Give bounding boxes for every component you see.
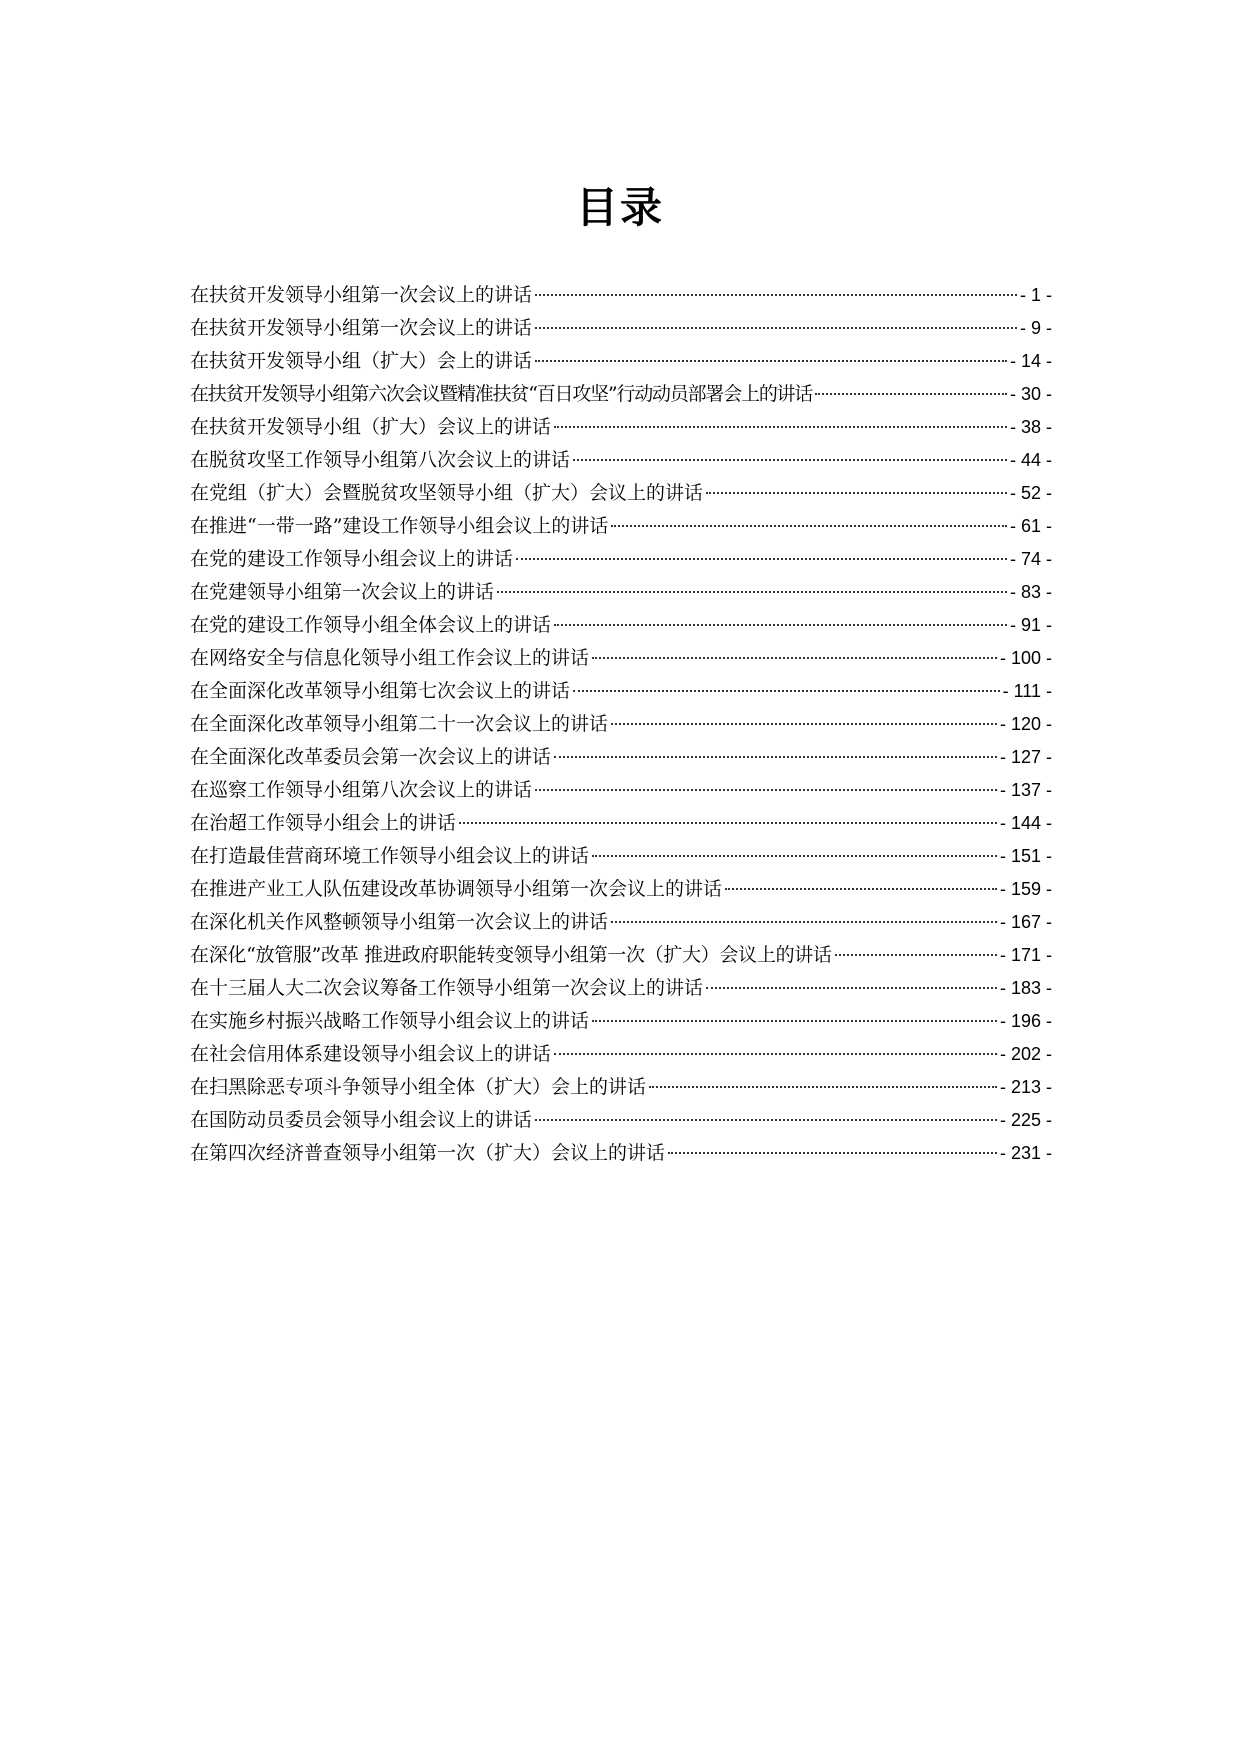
page-title: 目录 xyxy=(575,183,664,233)
toc-page-number: - 9 - xyxy=(1019,318,1052,338)
toc-page-number: - 151 - xyxy=(999,846,1052,866)
toc-dot-leader xyxy=(706,492,1007,494)
toc-entry-title: 在打造最佳营商环境工作领导小组会议上的讲话 xyxy=(190,845,590,867)
toc-dot-leader xyxy=(535,327,1017,329)
toc-entry[interactable] xyxy=(190,411,1052,444)
toc-entry-title: 在治超工作领导小组会上的讲话 xyxy=(190,812,457,834)
toc-page-number: - 159 - xyxy=(999,879,1052,899)
toc-entry[interactable] xyxy=(190,1104,1052,1137)
toc-entry[interactable] xyxy=(190,1005,1052,1038)
toc-entry[interactable] xyxy=(190,972,1052,1005)
toc-entry-title: 在扫黑除恶专项斗争领导小组全体（扩大）会上的讲话 xyxy=(190,1076,647,1098)
toc-entry-title: 在扶贫开发领导小组第六次会议暨精准扶贫“百日攻坚”行动动员部署会上的讲话 xyxy=(190,383,813,405)
toc-entry[interactable] xyxy=(190,1071,1052,1104)
toc-entry[interactable] xyxy=(190,906,1052,939)
toc-page-number: - 111 - xyxy=(1002,681,1052,701)
toc-entry-title: 在扶贫开发领导小组（扩大）会议上的讲话 xyxy=(190,416,552,438)
toc-page-number: - 38 - xyxy=(1009,417,1052,437)
toc-dot-leader xyxy=(554,624,1007,626)
toc-entry-title: 在扶贫开发领导小组第一次会议上的讲话 xyxy=(190,284,533,306)
toc-entry-title: 在第四次经济普查领导小组第一次（扩大）会议上的讲话 xyxy=(190,1142,666,1164)
toc-dot-leader xyxy=(725,888,997,890)
toc-page-number: - 213 - xyxy=(999,1077,1052,1097)
toc-entry[interactable] xyxy=(190,312,1052,345)
toc-page-number: - 30 - xyxy=(1009,384,1052,404)
toc-dot-leader xyxy=(573,690,1000,692)
toc-entry[interactable] xyxy=(190,444,1052,477)
toc-entry-title: 在巡察工作领导小组第八次会议上的讲话 xyxy=(190,779,533,801)
toc-page-number: - 231 - xyxy=(999,1143,1052,1163)
toc-page-number: - 100 - xyxy=(999,648,1052,668)
toc-entry-title: 在全面深化改革领导小组第七次会议上的讲话 xyxy=(190,680,571,702)
toc-dot-leader xyxy=(516,558,1007,560)
toc-dot-leader xyxy=(815,393,1007,395)
toc-page-number: - 127 - xyxy=(999,747,1052,767)
toc-dot-leader xyxy=(554,1053,997,1055)
toc-dot-leader xyxy=(535,360,1007,362)
toc-entry[interactable] xyxy=(190,675,1052,708)
toc-dot-leader xyxy=(592,1020,997,1022)
toc-entry-title: 在网络安全与信息化领导小组工作会议上的讲话 xyxy=(190,647,590,669)
toc-entry-title: 在实施乡村振兴战略工作领导小组会议上的讲话 xyxy=(190,1010,590,1032)
toc-entry-title: 在十三届人大二次会议筹备工作领导小组第一次会议上的讲话 xyxy=(190,977,704,999)
toc-entry-title: 在推进产业工人队伍建设改革协调领导小组第一次会议上的讲话 xyxy=(190,878,723,900)
toc-dot-leader xyxy=(706,987,997,989)
toc-entry[interactable] xyxy=(190,939,1052,972)
toc-entry[interactable] xyxy=(190,576,1052,609)
toc-dot-leader xyxy=(592,657,997,659)
toc-entry[interactable] xyxy=(190,1137,1052,1170)
toc-entry[interactable] xyxy=(190,279,1052,312)
toc-dot-leader xyxy=(535,294,1017,296)
toc-page-number: - 196 - xyxy=(999,1011,1052,1031)
toc-page-number: - 44 - xyxy=(1009,450,1052,470)
toc-page-number: - 14 - xyxy=(1009,351,1052,371)
toc-dot-leader xyxy=(554,756,997,758)
toc-entry[interactable] xyxy=(190,510,1052,543)
toc-entry-title: 在党的建设工作领导小组会议上的讲话 xyxy=(190,548,514,570)
toc-dot-leader xyxy=(649,1086,997,1088)
toc-page-number: - 167 - xyxy=(999,912,1052,932)
toc-dot-leader xyxy=(611,525,1007,527)
toc-entry[interactable] xyxy=(190,609,1052,642)
toc-dot-leader xyxy=(535,789,997,791)
toc-entry-title: 在扶贫开发领导小组（扩大）会上的讲话 xyxy=(190,350,533,372)
toc-page-number: - 74 - xyxy=(1009,549,1052,569)
toc-dot-leader xyxy=(668,1152,997,1154)
toc-dot-leader xyxy=(497,591,1007,593)
toc-dot-leader xyxy=(611,921,997,923)
toc-dot-leader xyxy=(611,723,997,725)
toc-entry-title: 在脱贫攻坚工作领导小组第八次会议上的讲话 xyxy=(190,449,571,471)
toc-entry-title: 在国防动员委员会领导小组会议上的讲话 xyxy=(190,1109,533,1131)
toc-entry[interactable] xyxy=(190,774,1052,807)
toc-entry[interactable] xyxy=(190,477,1052,510)
toc-dot-leader xyxy=(459,822,997,824)
toc-dot-leader xyxy=(835,954,997,956)
toc-entry-title: 在党的建设工作领导小组全体会议上的讲话 xyxy=(190,614,552,636)
toc-entry[interactable] xyxy=(190,1038,1052,1071)
toc-list xyxy=(190,279,1052,1170)
toc-dot-leader xyxy=(554,426,1007,428)
toc-dot-leader xyxy=(535,1119,997,1121)
toc-page-number: - 83 - xyxy=(1009,582,1052,602)
toc-entry-title: 在深化机关作风整顿领导小组第一次会议上的讲话 xyxy=(190,911,609,933)
toc-page-number: - 202 - xyxy=(999,1044,1052,1064)
toc-entry-title: 在党建领导小组第一次会议上的讲话 xyxy=(190,581,495,603)
toc-dot-leader xyxy=(573,459,1007,461)
toc-entry-title: 在推进“一带一路”建设工作领导小组会议上的讲话 xyxy=(190,515,609,537)
toc-entry[interactable] xyxy=(190,807,1052,840)
toc-entry[interactable] xyxy=(190,345,1052,378)
toc-entry[interactable] xyxy=(190,873,1052,906)
toc-page-number: - 183 - xyxy=(999,978,1052,998)
toc-page-number: - 1 - xyxy=(1019,285,1052,305)
toc-page-number: - 52 - xyxy=(1009,483,1052,503)
toc-dot-leader xyxy=(592,855,997,857)
toc-page-number: - 137 - xyxy=(999,780,1052,800)
toc-page-number: - 171 - xyxy=(999,945,1052,965)
toc-entry-title: 在全面深化改革委员会第一次会议上的讲话 xyxy=(190,746,552,768)
toc-entry-title: 在深化“放管服”改革 推进政府职能转变领导小组第一次（扩大）会议上的讲话 xyxy=(190,944,832,966)
toc-entry-title: 在扶贫开发领导小组第一次会议上的讲话 xyxy=(190,317,533,339)
toc-entry[interactable] xyxy=(190,741,1052,774)
toc-entry[interactable] xyxy=(190,708,1052,741)
toc-page-number: - 225 - xyxy=(999,1110,1052,1130)
toc-page-number: - 120 - xyxy=(999,714,1052,734)
toc-entry[interactable] xyxy=(190,378,1052,411)
toc-page-number: - 144 - xyxy=(999,813,1052,833)
toc-entry[interactable] xyxy=(190,642,1052,675)
toc-entry[interactable] xyxy=(190,543,1052,576)
toc-entry[interactable] xyxy=(190,840,1052,873)
toc-page-number: - 61 - xyxy=(1009,516,1052,536)
toc-entry-title: 在社会信用体系建设领导小组会议上的讲话 xyxy=(190,1043,552,1065)
toc-page-number: - 91 - xyxy=(1009,615,1052,635)
toc-entry-title: 在全面深化改革领导小组第二十一次会议上的讲话 xyxy=(190,713,609,735)
toc-entry-title: 在党组（扩大）会暨脱贫攻坚领导小组（扩大）会议上的讲话 xyxy=(190,482,704,504)
